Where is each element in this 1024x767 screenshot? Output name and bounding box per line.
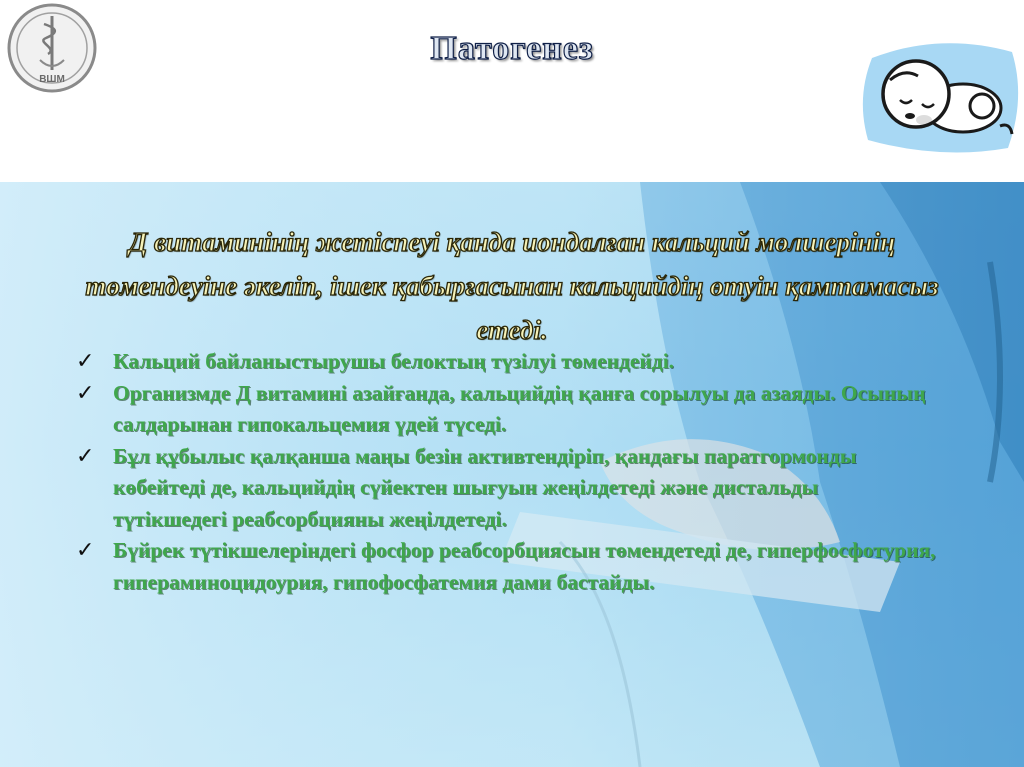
- sleeping-baby-icon: [860, 38, 1022, 156]
- bullet-item: [76, 346, 936, 378]
- slide-header: [0, 0, 1024, 182]
- check-icon: ✓: [76, 380, 95, 406]
- bullet-text: Бүйрек түтікшелеріндегі фосфор реабсорбциясын төмендетеді де, гиперфосфотурия, гипераминоцидоурия, гипофосфатемия дами бастайды.: [113, 538, 936, 594]
- bullet-text: Кальций байланыстырушы белоктың түзілуі төмендейді.: [113, 349, 675, 373]
- check-icon: ✓: [76, 349, 95, 374]
- bullet-text: Бұл құбылыс қалқанша маңы безін активтендіріп, қандағы паратгормонды көбейтеді де, кальцийдің сүйектен шығуын жеңілдетеді және дистальды түтікшедегі реабсорбцияны жеңілдетеді.: [113, 443, 857, 531]
- bullet-item: [76, 378, 936, 441]
- check-icon: ✓: [76, 443, 95, 469]
- bullet-text: Организмде Д витамині азайғанда, кальцийдің қанға сорылуы да азаяды. Осының салдарынан гипокальцемия үдей түседі.: [113, 380, 926, 436]
- page-title: Патогенез: [430, 30, 594, 67]
- check-icon: ✓: [76, 538, 95, 563]
- bullet-item: [76, 441, 936, 536]
- bullet-list: [76, 346, 936, 598]
- bullet-item: [76, 535, 936, 598]
- logo-text: ВШМ: [39, 74, 65, 85]
- intro-paragraph: Д витаминінің жетіспеуі қанда иондалған кальций мөлшерінің төмендеуіне әкеліп, ішек қабырғасынан кальцийдің өтуін қамтамасыз етеді.: [85, 227, 939, 345]
